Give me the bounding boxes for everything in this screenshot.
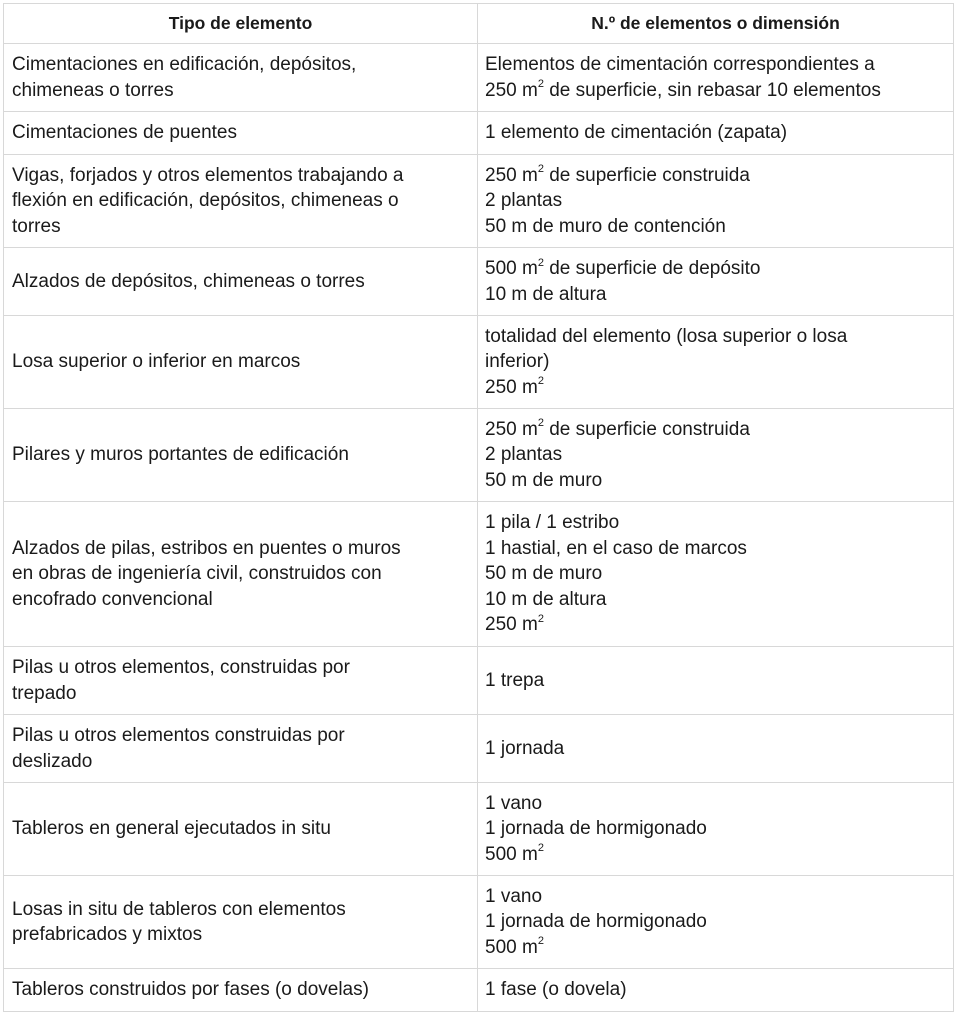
tipo-line: encofrado convencional <box>12 588 213 610</box>
dimension-text: totalidad del elemento (losa superior o losa <box>485 325 848 347</box>
cell-tipo <box>4 316 478 409</box>
tipo-line: Vigas, forjados y otros elementos trabajando a <box>12 164 404 186</box>
superscript: 2 <box>537 842 544 855</box>
dimension-text: 1 vano <box>485 885 543 907</box>
dimension-text: 2 plantas <box>485 190 563 212</box>
tipo-line: Tableros en general ejecutados in situ <box>12 818 331 840</box>
dimension-text: 50 m de muro de contención <box>485 215 726 237</box>
dimension-line <box>485 909 945 935</box>
dimension-text: inferior) <box>485 351 550 373</box>
superscript: 2 <box>537 612 544 625</box>
cell-dimension <box>478 112 954 155</box>
dimension-text: 1 hastial, en el caso de marcos <box>485 537 747 559</box>
tipo-line: Cimentaciones en edificación, depósitos, <box>12 54 357 75</box>
dimension-text: Elementos de cimentación correspondientes a <box>485 54 875 75</box>
dimension-line <box>485 324 945 350</box>
cell-tipo <box>4 155 478 248</box>
cell-tipo <box>4 248 478 316</box>
table-row <box>4 112 954 155</box>
cell-dimension <box>478 155 954 248</box>
tipo-line: Pilas u otros elementos construidas por <box>12 725 345 746</box>
cell-dimension <box>478 316 954 409</box>
superscript: 2 <box>537 163 544 176</box>
tipo-line: en obras de ingeniería civil, construidos con <box>12 563 382 585</box>
dimension-text: 250 m <box>485 376 538 398</box>
dimension-line <box>485 120 945 146</box>
dimension-text: 10 m de altura <box>485 588 607 610</box>
dimension-line <box>485 52 945 78</box>
dimension-text: 50 m de muro <box>485 563 603 585</box>
dimension-text: 1 trepa <box>485 669 545 691</box>
cell-tipo <box>4 783 478 876</box>
cell-dimension <box>478 876 954 969</box>
dimension-text: de superficie construida <box>543 164 750 186</box>
cell-dimension <box>478 44 954 112</box>
tipo-line: Alzados de pilas, estribos en puentes o muros <box>12 537 401 559</box>
dimension-text: 250 m <box>485 614 538 636</box>
dimension-line <box>485 736 945 762</box>
dimension-line <box>485 884 945 910</box>
cell-dimension <box>478 502 954 647</box>
tipo-line: torres <box>12 215 61 237</box>
cell-dimension <box>478 248 954 316</box>
cell-tipo <box>4 647 478 715</box>
table-row <box>4 44 954 112</box>
tipo-line: Cimentaciones de puentes <box>12 122 237 144</box>
dimension-text: 50 m de muro <box>485 469 603 491</box>
dimension-text: 250 m <box>485 79 538 101</box>
tipo-line: deslizado <box>12 750 93 772</box>
tipo-line: chimeneas o torres <box>12 79 174 101</box>
table-row <box>4 248 954 316</box>
dimension-text: 1 elemento de cimentación (zapata) <box>485 122 788 144</box>
dimension-text: 500 m <box>485 258 538 279</box>
dimension-line <box>485 612 945 638</box>
header-tipo: Tipo de elemento <box>4 4 478 44</box>
superscript: 2 <box>537 78 544 91</box>
dimension-line <box>485 78 945 104</box>
elements-table <box>3 3 954 1012</box>
table-row <box>4 502 954 647</box>
dimension-line <box>485 510 945 536</box>
dimension-line <box>485 417 945 443</box>
dimension-line <box>485 791 945 817</box>
dimension-text: 1 vano <box>485 792 543 814</box>
cell-tipo <box>4 876 478 969</box>
tipo-line: flexión en edificación, depósitos, chimeneas o <box>12 190 399 212</box>
cell-tipo <box>4 44 478 112</box>
dimension-text: 250 m <box>485 418 538 440</box>
table-row <box>4 969 954 1012</box>
superscript: 2 <box>537 256 544 269</box>
dimension-text: 250 m <box>485 164 538 186</box>
tipo-line: Alzados de depósitos, chimeneas o torres <box>12 270 365 292</box>
dimension-text: 10 m de altura <box>485 283 607 305</box>
header-row <box>4 4 954 44</box>
tipo-line: Pilares y muros portantes de edificación <box>12 444 349 466</box>
dimension-line <box>485 375 945 401</box>
tipo-line: trepado <box>12 682 77 704</box>
tipo-line: Pilas u otros elementos, construidas por <box>12 657 350 678</box>
dimension-text: 1 jornada de hormigonado <box>485 911 707 933</box>
table-row <box>4 715 954 783</box>
cell-dimension <box>478 969 954 1012</box>
dimension-line <box>485 561 945 587</box>
dimension-line <box>485 163 945 189</box>
dimension-line <box>485 816 945 842</box>
cell-tipo <box>4 502 478 647</box>
table-row <box>4 647 954 715</box>
tipo-line: Tableros construidos por fases (o dovelas) <box>12 979 369 1001</box>
dimension-line <box>485 842 945 868</box>
table-row <box>4 155 954 248</box>
superscript: 2 <box>537 417 544 430</box>
dimension-text: 1 jornada <box>485 737 565 759</box>
dimension-line <box>485 935 945 961</box>
dimension-text: 500 m <box>485 843 538 865</box>
cell-dimension <box>478 715 954 783</box>
tipo-line: Losa superior o inferior en marcos <box>12 351 301 373</box>
dimension-line <box>485 536 945 562</box>
dimension-line <box>485 282 945 308</box>
dimension-line <box>485 977 945 1003</box>
tipo-line: Losas in situ de tableros con elementos <box>12 898 346 920</box>
dimension-text: 1 pila / 1 estribo <box>485 512 620 534</box>
table-row <box>4 783 954 876</box>
cell-tipo <box>4 969 478 1012</box>
dimension-line <box>485 442 945 468</box>
table-row <box>4 876 954 969</box>
cell-dimension <box>478 783 954 876</box>
cell-tipo <box>4 409 478 502</box>
dimension-line <box>485 668 945 694</box>
dimension-line <box>485 214 945 240</box>
dimension-line <box>485 468 945 494</box>
cell-dimension <box>478 647 954 715</box>
table-row <box>4 409 954 502</box>
header-dimension: N.º de elementos o dimensión <box>478 4 954 44</box>
dimension-line <box>485 587 945 613</box>
dimension-line <box>485 256 945 282</box>
dimension-text: de superficie de depósito <box>543 258 761 279</box>
dimension-line <box>485 349 945 375</box>
dimension-text: 500 m <box>485 936 538 958</box>
cell-dimension <box>478 409 954 502</box>
dimension-text: 1 jornada de hormigonado <box>485 818 707 840</box>
superscript: 2 <box>537 375 544 388</box>
superscript: 2 <box>537 935 544 948</box>
dimension-line <box>485 188 945 214</box>
cell-tipo <box>4 715 478 783</box>
table-row <box>4 316 954 409</box>
dimension-text: 2 plantas <box>485 444 563 466</box>
dimension-text: de superficie, sin rebasar 10 elementos <box>543 79 881 101</box>
cell-tipo <box>4 112 478 155</box>
dimension-text: de superficie construida <box>543 418 750 440</box>
dimension-text: 1 fase (o dovela) <box>485 979 627 1001</box>
tipo-line: prefabricados y mixtos <box>12 924 203 945</box>
